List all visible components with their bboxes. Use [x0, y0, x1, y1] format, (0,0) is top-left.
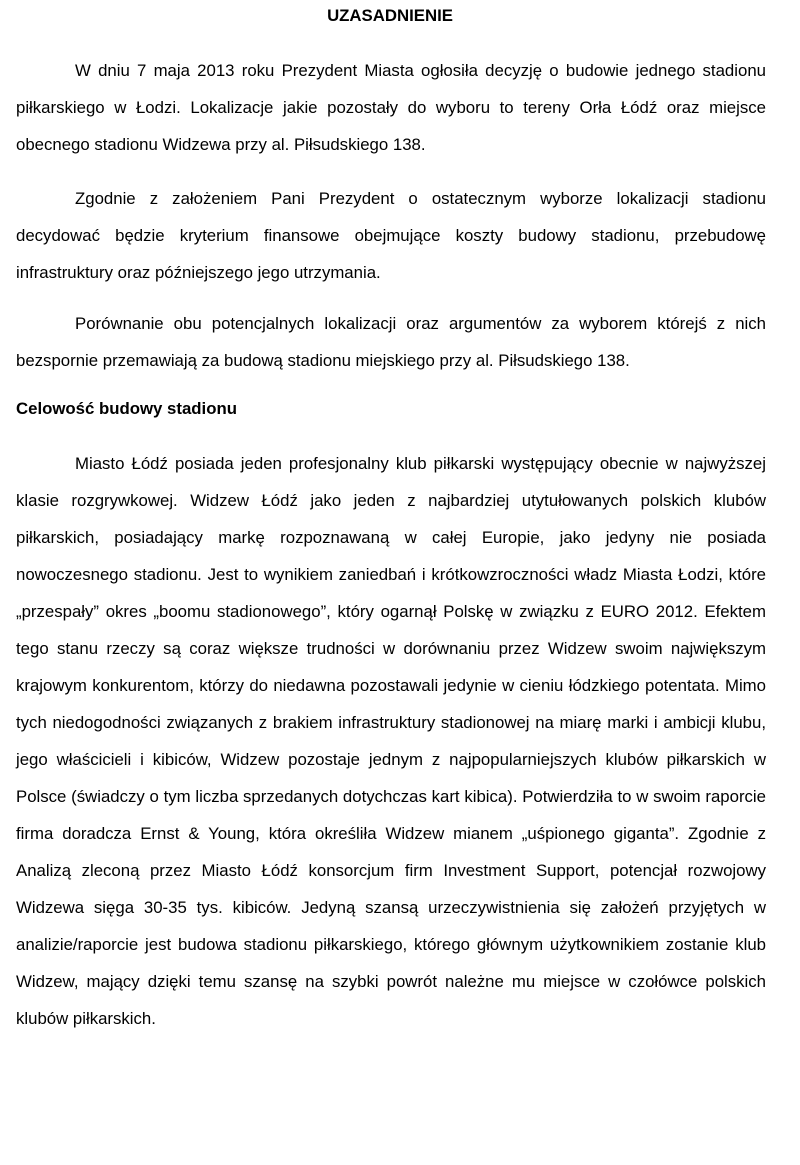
paragraph-decision: W dniu 7 maja 2013 roku Prezydent Miasta ogłosiła decyzję o budowie jednego stadionu piłkarskiego w Łodzi. Lokalizacje jakie pozostały do wyboru to tereny Orła Łódź oraz miejsce obecnego stadionu Widzewa przy al. Piłsudskiego 138.: [16, 61, 766, 154]
paragraph-comparison: Porównanie obu potencjalnych lokalizacji oraz argumentów za wyborem którejś z nich bezspornie przemawiają za budową stadionu miejskiego przy al. Piłsudskiego 138.: [16, 314, 766, 370]
paragraph-criteria: Zgodnie z założeniem Pani Prezydent o ostatecznym wyborze lokalizacji stadionu decydować będzie kryterium finansowe obejmujące koszty budowy stadionu, przebudowę infrastruktury oraz późniejszego jego utrzymania.: [16, 189, 766, 282]
document-title: UZASADNIENIE: [327, 6, 453, 25]
section-heading: Celowość budowy stadionu: [16, 399, 237, 418]
paragraph-stadium-purpose: Miasto Łódź posiada jeden profesjonalny klub piłkarski występujący obecnie w najwyższej klasie rozgrywkowej. Widzew Łódź jako jeden z najbardziej utytułowanych polskich klubów piłkarskich, posiadający markę rozpoznawaną w całej Europie, jako jedyny nie posiada nowoczesnego stadionu. Jest to wynikiem zaniedbań i krótkowzroczności władz Miasta Łodzi, które „przespały” okres „boomu stadionowego”, który ogarnął Polskę w związku z EURO 2012. Efektem tego stanu rzeczy są coraz większe trudności w dorównaniu przez Widzew swoim największym krajowym konkurentom, którzy do niedawna pozostawali jedynie w cieniu łódzkiego potentata. Mimo tych niedogodności związanych z brakiem infrastruktury stadionowej na miarę marki i ambicji klubu, jego właścicieli i kibiców, Widzew pozostaje jednym z najpopularniejszych klubów piłkarskich w Polsce (świadczy o tym liczba sprzedanych dotychczas kart kibica). Potwierdziła to w swoim raporcie firma doradcza Ernst & Young, która określiła Widzew mianem „uśpionego giganta”. Zgodnie z Analizą zleconą przez Miasto Łódź konsorcjum firm Investment Support, potencjał rozwojowy Widzewa sięga 30-35 tys. kibiców. Jedyną szansą urzeczywistnienia się założeń przyjętych w analizie/raporcie jest budowa stadionu piłkarskiego, którego głównym użytkownikiem zostanie klub Widzew, mający dzięki temu szansę na szybki powrót należne mu miejsce w czołówce polskich klubów piłkarskich.: [16, 454, 766, 1028]
